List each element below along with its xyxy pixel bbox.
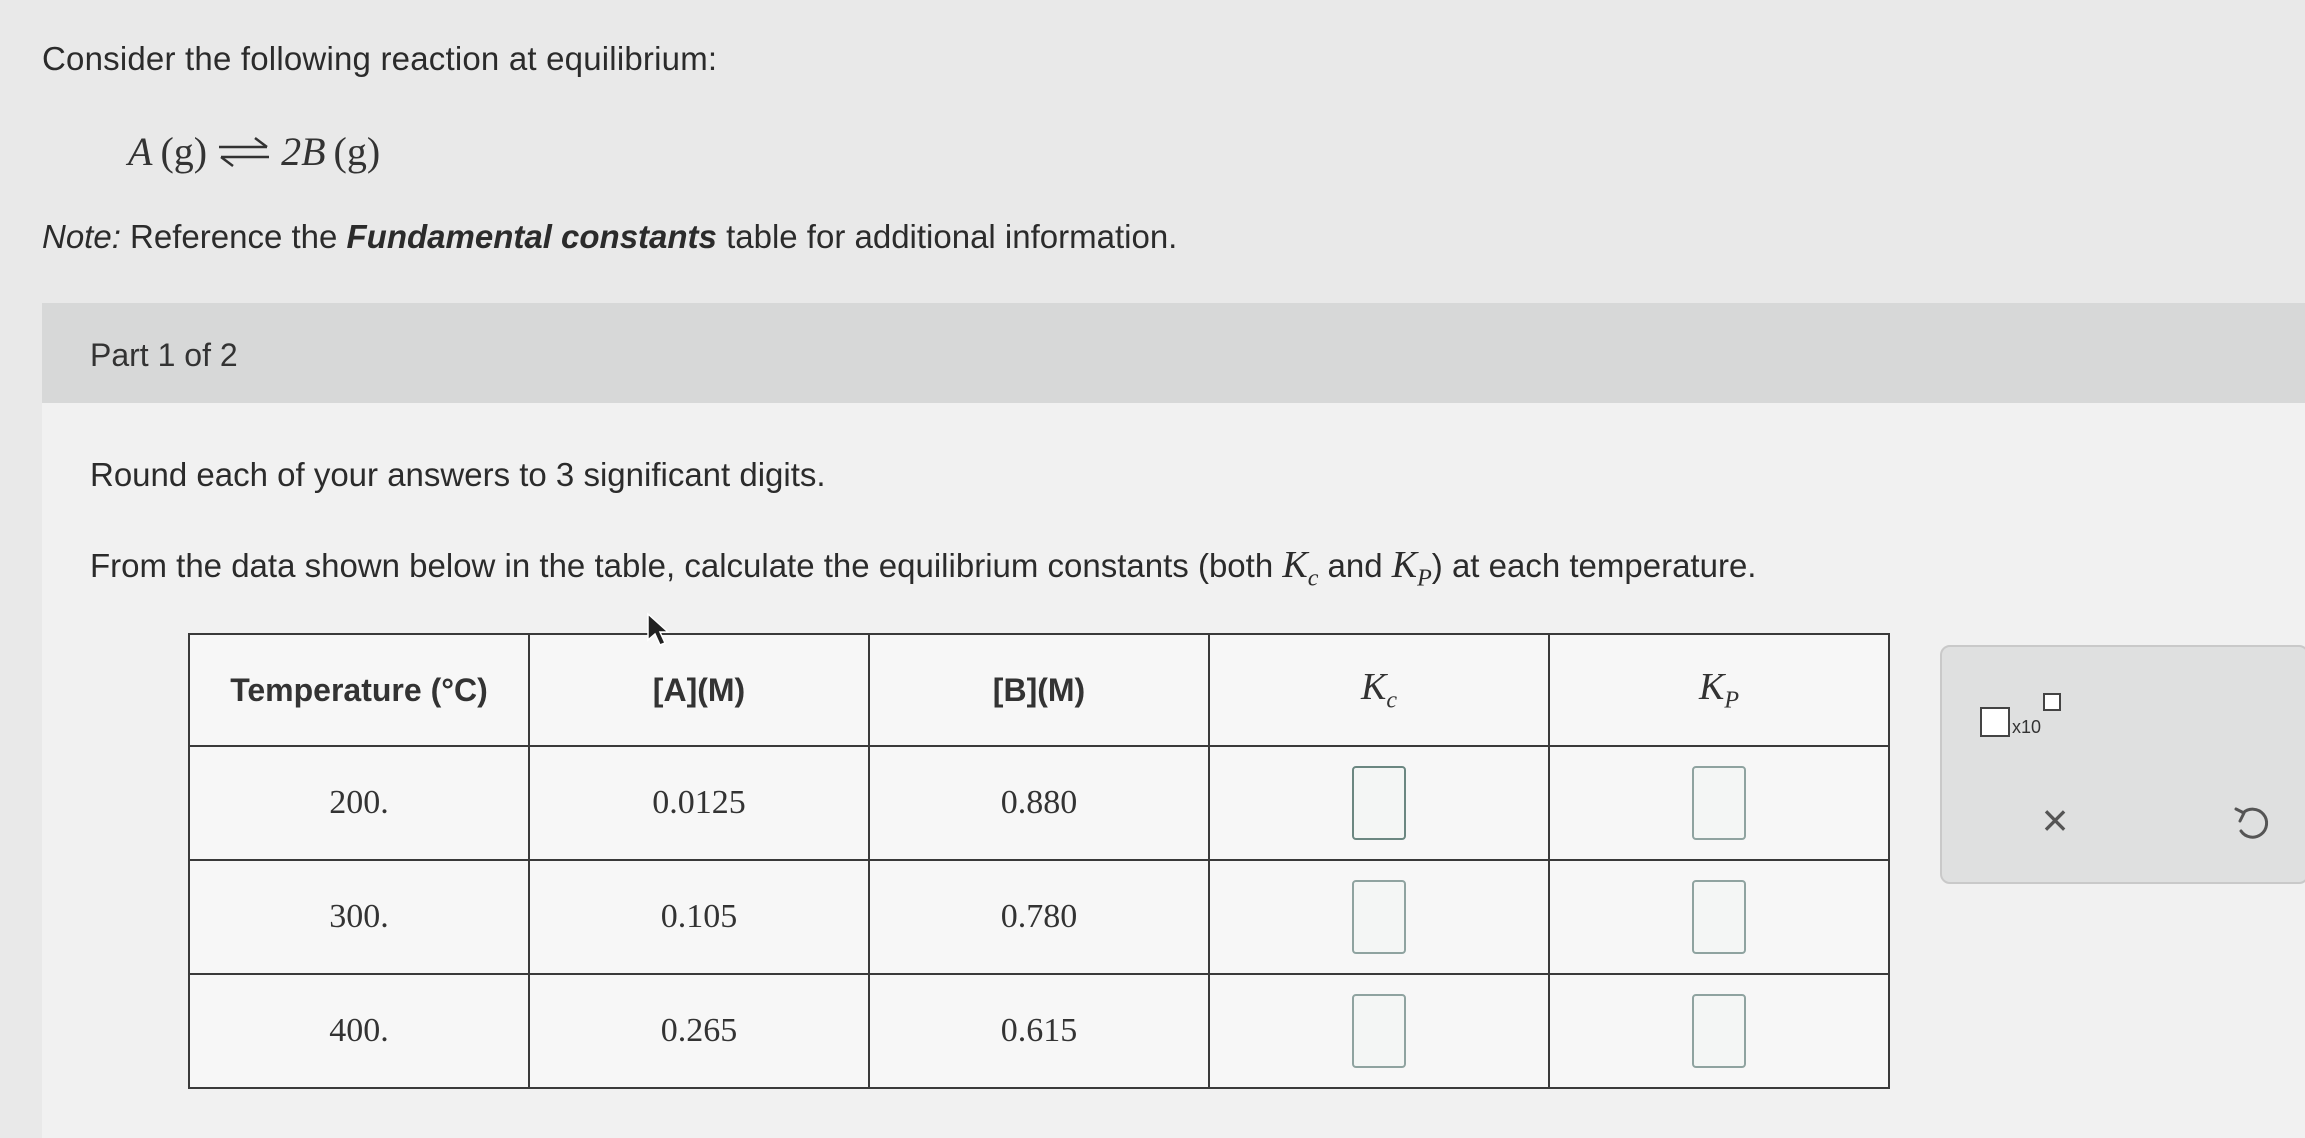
- reactant-species: A: [128, 129, 153, 174]
- clear-button[interactable]: ×: [2041, 794, 2069, 846]
- temperature-cell: 300.: [189, 860, 529, 974]
- concentration-a-cell: 0.265: [529, 974, 869, 1088]
- note-post: table for additional information.: [716, 218, 1178, 255]
- concentration-a-cell: 0.105: [529, 860, 869, 974]
- kp-answer-input-400[interactable]: [1692, 994, 1746, 1068]
- calculation-instruction: [90, 543, 1756, 593]
- reactant-phase: (g): [160, 129, 208, 174]
- instruction-pre: From the data shown below in the table, calculate the equilibrium constants (both: [90, 547, 1283, 584]
- header-kc: $K_c$: [1209, 634, 1549, 746]
- kp-answer-input-300[interactable]: [1692, 880, 1746, 954]
- kc-answer-input-400[interactable]: [1352, 994, 1406, 1068]
- table-row: [189, 974, 1889, 1088]
- temperature-cell: 400.: [189, 974, 529, 1088]
- kc-answer-input-300[interactable]: [1352, 880, 1406, 954]
- intro-text: Consider the following reaction at equilibrium:: [42, 40, 718, 77]
- kp-cell: [1549, 860, 1889, 974]
- kp-symbol: $K_P$: [1391, 544, 1432, 592]
- question-intro: [42, 40, 2242, 78]
- part-header: [42, 303, 2305, 403]
- mouse-pointer-icon: [646, 612, 670, 648]
- rounding-instruction: Round each of your answers to 3 significant digits.: [90, 456, 826, 493]
- product-phase: (g): [333, 129, 381, 174]
- fundamental-constants-link[interactable]: Fundamental constants: [346, 218, 717, 255]
- table-row: [189, 746, 1889, 860]
- temperature-cell: 200.: [189, 746, 529, 860]
- kp-cell: [1549, 974, 1889, 1088]
- kc-cell: [1209, 746, 1549, 860]
- concentration-a-cell: 0.0125: [529, 746, 869, 860]
- product-species: 2B: [281, 129, 326, 174]
- equilibrium-data-table: [188, 633, 1890, 1089]
- instruction-and: and: [1318, 547, 1392, 584]
- note-pre: Reference the: [120, 218, 347, 255]
- note-line: [42, 218, 1177, 256]
- concentration-b-cell: 0.780: [869, 860, 1209, 974]
- header-kp: $K_P$: [1549, 634, 1889, 746]
- kc-answer-input-200[interactable]: [1352, 766, 1406, 840]
- kc-cell: [1209, 974, 1549, 1088]
- note-label: Note:: [42, 218, 121, 255]
- header-concentration-a: [A](M): [529, 634, 869, 746]
- kp-cell: [1549, 746, 1889, 860]
- kc-symbol: $K_c$: [1282, 544, 1319, 592]
- equilibrium-arrows-icon: [215, 135, 273, 169]
- scientific-notation-button[interactable]: [1980, 693, 2061, 738]
- header-temperature: Temperature (°C): [189, 634, 529, 746]
- concentration-b-cell: 0.880: [869, 746, 1209, 860]
- table-row: [189, 860, 1889, 974]
- answer-tools-panel: [1940, 645, 2305, 884]
- part-title: Part 1 of 2: [90, 337, 238, 373]
- instruction-post: ) at each temperature.: [1431, 547, 1757, 584]
- x10-label: x10: [2012, 717, 2042, 737]
- header-concentration-b: [B](M): [869, 634, 1209, 746]
- table-header-row: [189, 634, 1889, 746]
- kp-answer-input-200[interactable]: [1692, 766, 1746, 840]
- undo-icon[interactable]: [2227, 797, 2277, 847]
- exponent-box-icon: [2043, 693, 2061, 711]
- kc-cell: [1209, 860, 1549, 974]
- mantissa-box-icon: [1980, 707, 2010, 737]
- reaction-equation: [128, 128, 380, 175]
- concentration-b-cell: 0.615: [869, 974, 1209, 1088]
